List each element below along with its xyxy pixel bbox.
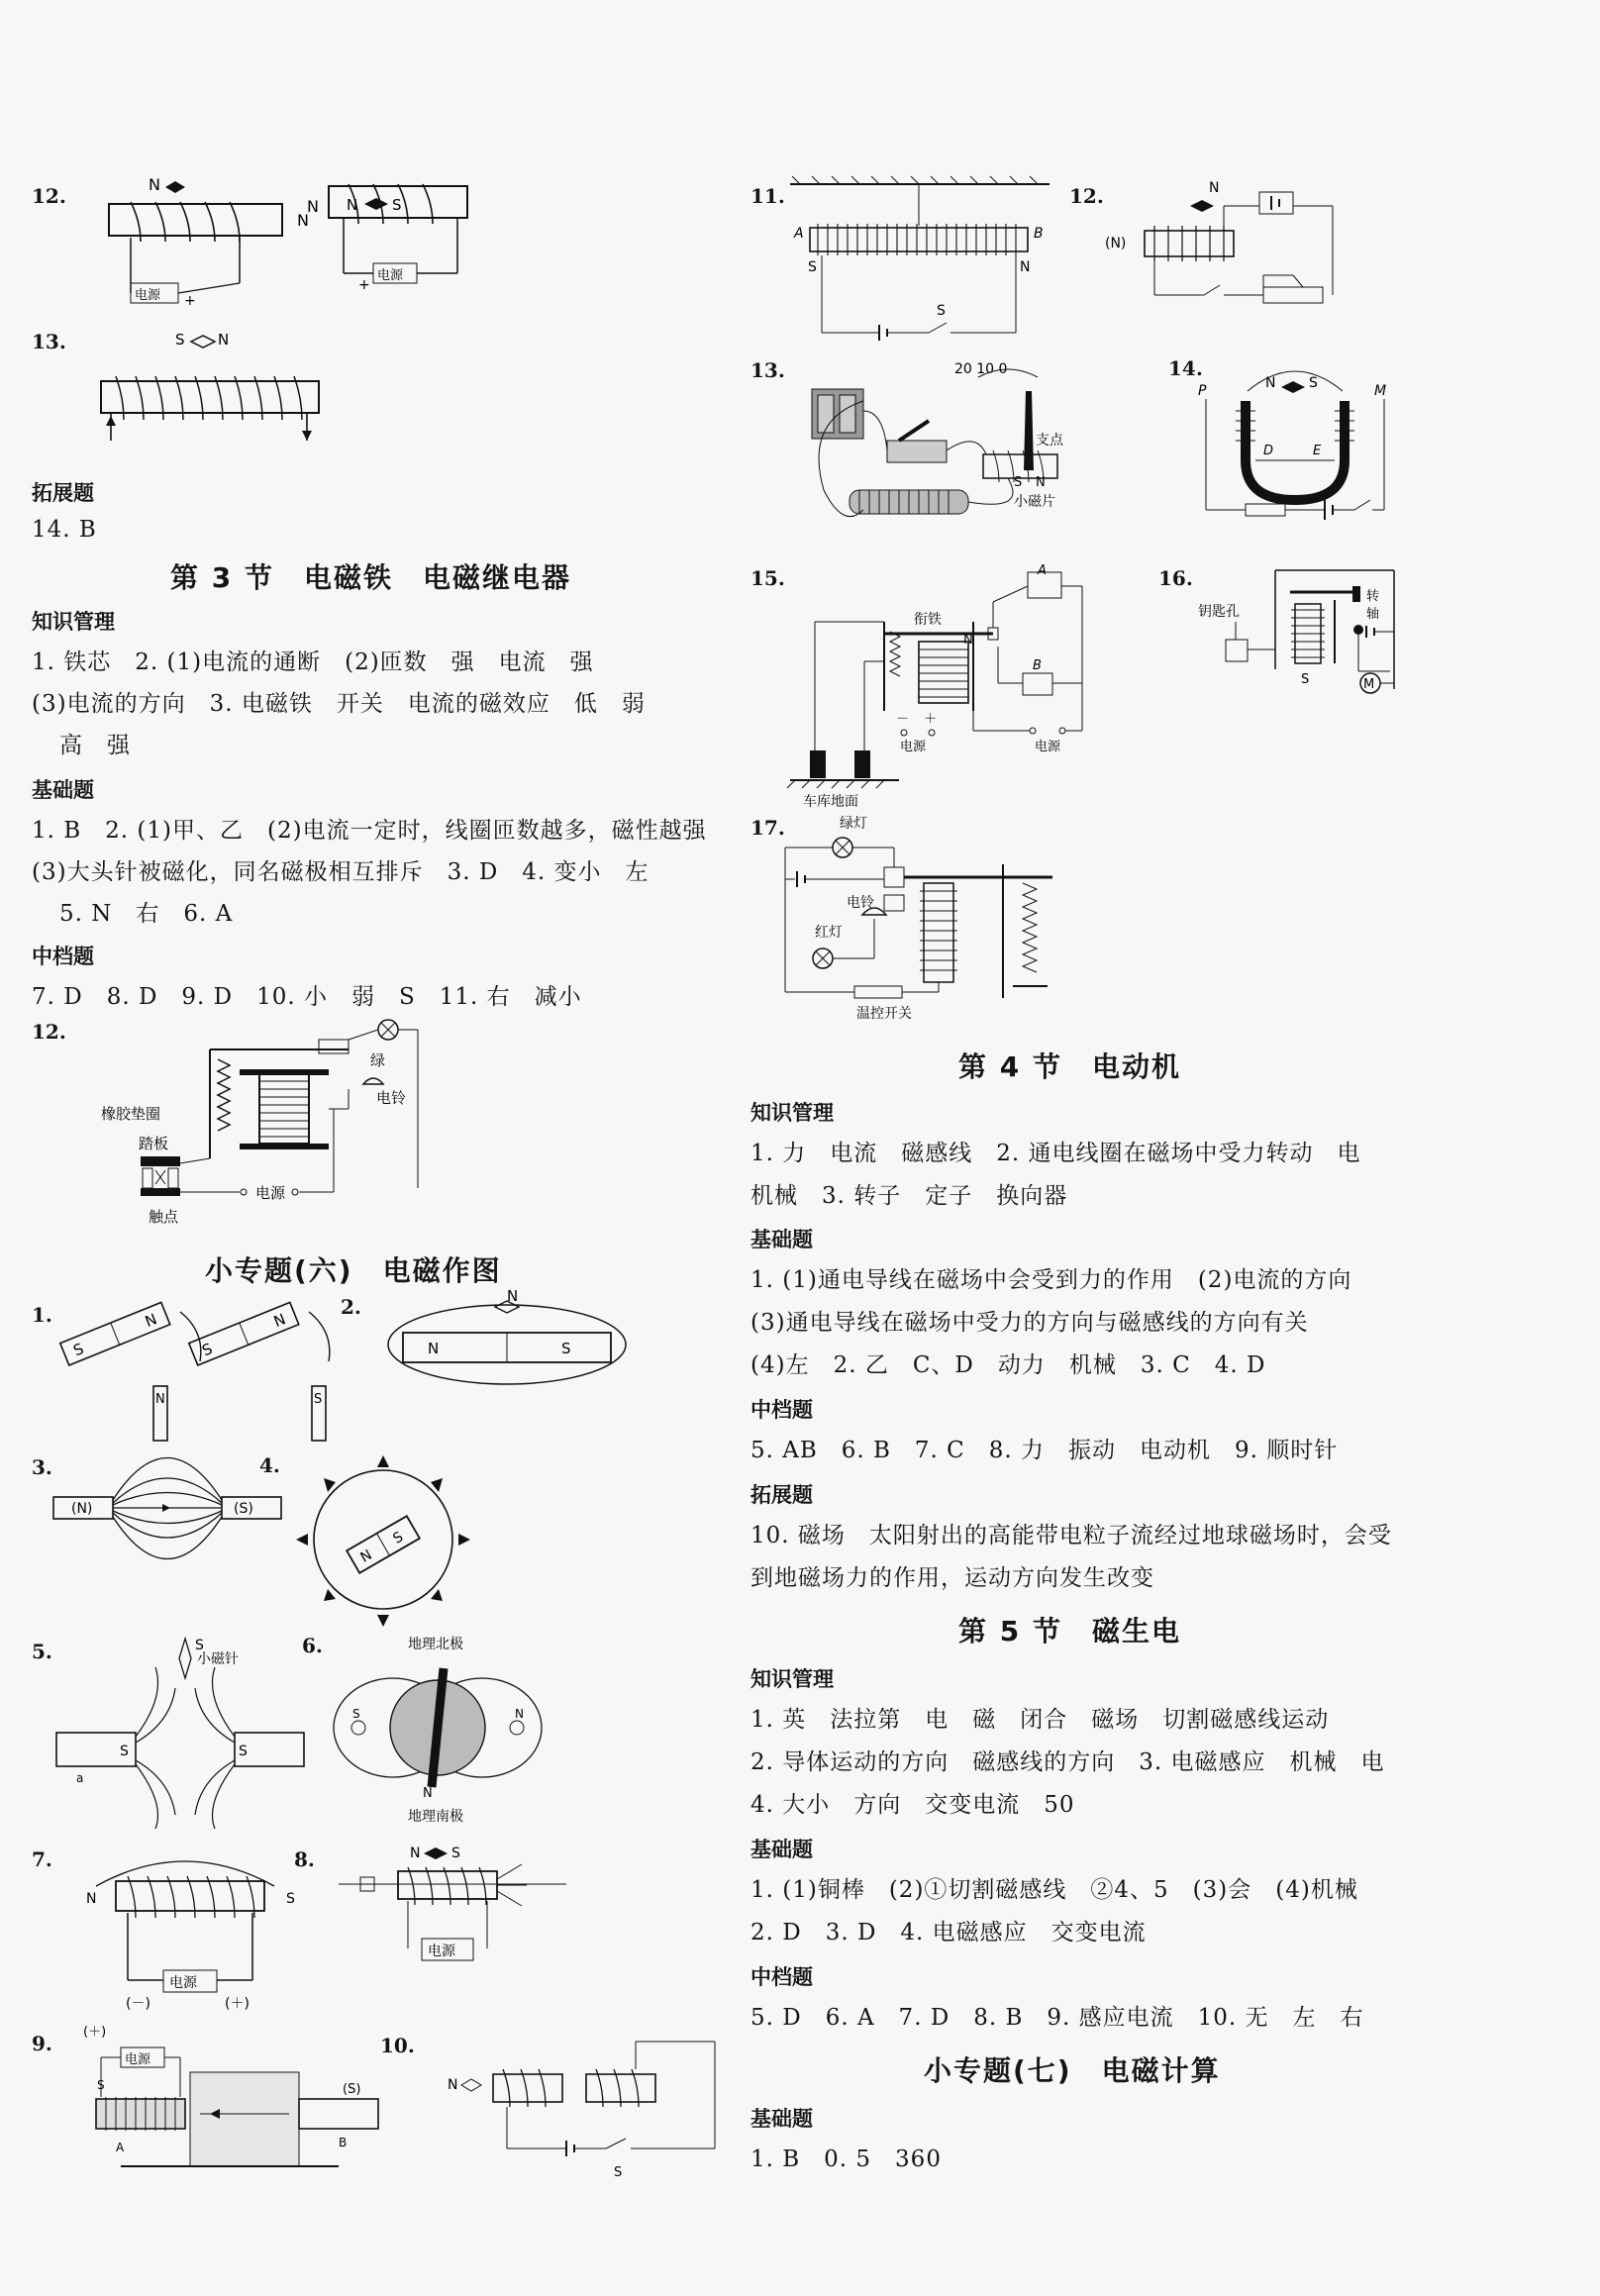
- fig5-opposite-poles-field: [56, 1634, 304, 1822]
- svg-text:E: E: [1313, 444, 1322, 458]
- svg-text:B: B: [339, 2136, 348, 2149]
- fig4-compass-ring: [294, 1450, 482, 1639]
- fig7-minus-label: (－): [126, 1996, 150, 2012]
- section-4-title: 第 4 节 电动机: [958, 1050, 1181, 1083]
- fig13-solenoid: [71, 327, 339, 446]
- svg-text:N: N: [155, 1392, 165, 1407]
- fig12b-relay-diagram: [61, 1020, 438, 1248]
- fig15-power-label-2: 电源: [1035, 740, 1061, 754]
- fig17-bell-label: 电铃: [847, 895, 874, 911]
- fig13-number: 13.: [32, 330, 66, 353]
- section-5-title: 第 5 节 磁生电: [958, 1615, 1181, 1647]
- svg-text:S: S: [808, 259, 817, 275]
- svg-text:N: N: [142, 1310, 160, 1332]
- fig14-number: 14.: [1168, 356, 1203, 380]
- fig1-bar-magnets: [51, 1292, 349, 1441]
- fig11-number: 11.: [750, 184, 785, 208]
- s4-zhongdang-heading: 中档题: [750, 1398, 813, 1422]
- svg-text:P: P: [1198, 383, 1207, 399]
- svg-text:S: S: [97, 2078, 105, 2092]
- fig17-number: 17.: [750, 816, 785, 840]
- fig8-power-label: 电源: [428, 1944, 455, 1959]
- fig2-bar-magnet-field: [358, 1285, 626, 1394]
- s5-zhongdang-line-1: 5. D 6. A 7. D 8. B 9. 感应电流 10. 无 左 右: [750, 2005, 1364, 2031]
- fig5-needle-label: 小磁针: [197, 1651, 239, 1667]
- jichu-line-3: 5. N 右 6. A: [59, 901, 234, 927]
- fig13r-number: 13.: [750, 358, 785, 382]
- fig12b-bell-label: 电铃: [376, 1089, 407, 1107]
- fig7-plus-label: (＋): [225, 1996, 250, 2012]
- svg-text:M: M: [1363, 677, 1375, 692]
- svg-text:N: N: [270, 1310, 289, 1332]
- fig6-earth-magnetic-field: [329, 1629, 547, 1827]
- fig15-armature-label: 衔铁: [914, 612, 942, 628]
- fig1-number: 1.: [32, 1303, 52, 1327]
- svg-text:N: N: [149, 175, 160, 194]
- s4-jichu-line-3: (4)左 2. 乙 C、D 动力 机械 3. C 4. D: [750, 1352, 1266, 1378]
- s5-jichu-line-2: 2. D 3. D 4. 电磁感应 交变电流: [750, 1920, 1147, 1946]
- fig12-number: 12.: [32, 184, 66, 208]
- s5-jichu-line-1: 1. (1)铜棒 (2)①切割磁感线 ②4、5 (3)会 (4)机械: [750, 1877, 1358, 1903]
- zhongdang-line-1: 7. D 8. D 9. D 10. 小 弱 S 11. 右 减小: [32, 984, 582, 1010]
- topic-7-title: 小专题(七) 电磁计算: [924, 2054, 1221, 2087]
- fig5-number: 5.: [32, 1640, 52, 1663]
- svg-text:S: S: [392, 196, 402, 214]
- s4-jichu-line-2: (3)通电导线在磁场中受力的方向与磁感线的方向有关: [750, 1310, 1309, 1336]
- fig6-south-label: 地理南极: [408, 1809, 463, 1825]
- svg-text:B: B: [1033, 658, 1042, 673]
- svg-text:S: S: [390, 1529, 407, 1547]
- fig6-number: 6.: [302, 1634, 323, 1657]
- svg-text:电源: 电源: [135, 288, 161, 303]
- svg-text:S: S: [352, 1707, 360, 1721]
- fig12b-pedal-label: 踏板: [139, 1135, 169, 1152]
- fig12b-number: 12.: [32, 1020, 66, 1044]
- topic-6-title: 小专题(六) 电磁作图: [205, 1254, 502, 1287]
- fig12b-power-label: 电源: [255, 1184, 286, 1202]
- fig13r-scale-label: 20 10 0: [954, 361, 1008, 377]
- svg-text:S: S: [175, 331, 185, 349]
- s4-jichu-line-1: 1. (1)通电导线在磁场中会受到力的作用 (2)电流的方向: [750, 1267, 1352, 1293]
- zhishi-line-1: 1. 铁芯 2. (1)电流的通断 (2)匝数 强 电流 强: [32, 649, 594, 675]
- svg-text:N: N: [507, 1287, 519, 1305]
- fig10-two-solenoids: [408, 2020, 735, 2183]
- svg-text:N: N: [963, 633, 973, 648]
- fig17-switch-label: 温控开关: [856, 1006, 912, 1022]
- fig16-number: 16.: [1158, 566, 1193, 590]
- fig13r-circuit-pointer: [790, 351, 1117, 549]
- fig12r-solenoid-rheostat: [1095, 176, 1352, 315]
- s4-tuozhan-heading: 拓展题: [750, 1483, 813, 1507]
- svg-text:N: N: [347, 196, 358, 214]
- s4-zhongdang-line-1: 5. AB 6. B 7. C 8. 力 振动 电动机 9. 顺时针: [750, 1438, 1339, 1463]
- svg-text:N: N: [423, 1786, 433, 1801]
- svg-text:S: S: [199, 1340, 216, 1360]
- fig8-number: 8.: [294, 1847, 315, 1871]
- svg-text:S: S: [451, 1846, 460, 1861]
- svg-text:a: a: [76, 1771, 84, 1785]
- svg-text:S: S: [239, 1744, 248, 1759]
- svg-text:S: S: [937, 303, 946, 319]
- s4-zhishi-line-1: 1. 力 电流 磁感线 2. 通电线圈在磁场中受力转动 电: [750, 1141, 1361, 1166]
- svg-text:(S): (S): [343, 2082, 361, 2097]
- svg-text:S: S: [614, 2165, 623, 2180]
- svg-text:N: N: [1020, 259, 1031, 275]
- fig12b-green-label: 绿: [370, 1051, 386, 1069]
- svg-text:B: B: [1034, 226, 1044, 242]
- fig8-solenoid-circuit: [319, 1840, 586, 1998]
- fig3-number: 3.: [32, 1455, 52, 1479]
- svg-text:N: N: [410, 1846, 421, 1861]
- svg-text:N: N: [86, 1891, 97, 1907]
- jichu-line-2: (3)大头针被磁化，同名磁极相互排斥 3. D 4. 变小 左: [32, 859, 650, 885]
- fig14-u-magnet-circuit: [1196, 351, 1394, 530]
- svg-text:S: S: [1309, 375, 1318, 391]
- fig4-number: 4.: [259, 1453, 280, 1477]
- fig12b-rubber-label: 橡胶垫圈: [101, 1105, 161, 1123]
- jichu-line-1: 1. B 2. (1)甲、乙 (2)电流一定时，线圈匝数越多，磁性越强: [32, 818, 707, 844]
- answer-14: 14. B: [32, 517, 97, 543]
- fig9-plus-label: (＋): [83, 2025, 107, 2040]
- svg-text:A: A: [1038, 563, 1047, 578]
- fig16-car-key-relay: [1196, 560, 1414, 709]
- svg-text:(N): (N): [1105, 236, 1127, 251]
- svg-text:N: N: [1265, 375, 1276, 391]
- svg-text:N: N: [515, 1707, 524, 1721]
- fig15-number: 15.: [750, 566, 785, 590]
- fig17-red-label: 红灯: [815, 925, 843, 941]
- fig12-solenoid-diagrams: [71, 174, 507, 313]
- svg-text:N: N: [1036, 475, 1046, 490]
- svg-text:M: M: [1374, 383, 1387, 399]
- s4-tuozhan-line-1: 10. 磁场 太阳射出的高能带电粒子流经过地球磁场时，会受: [750, 1523, 1392, 1548]
- zhishi-heading: 知识管理: [32, 610, 115, 634]
- fig17-temperature-alarm: [775, 810, 1072, 1028]
- svg-text:N: N: [1209, 180, 1220, 196]
- svg-text:N: N: [307, 197, 319, 216]
- svg-text:S: S: [561, 1340, 571, 1357]
- s5-zhongdang-heading: 中档题: [750, 1965, 813, 1989]
- fig15-ground-label: 车库地面: [803, 794, 858, 810]
- svg-text:(N): (N): [71, 1501, 93, 1517]
- fig13r-magnet-label: 小磁片: [1014, 494, 1055, 510]
- fig16-axis-label-2: 轴: [1366, 607, 1380, 622]
- svg-text:N: N: [297, 211, 309, 230]
- s5-jichu-heading: 基础题: [750, 1838, 813, 1861]
- s4-tuozhan-line-2: 到地磁场力的作用，运动方向发生改变: [750, 1565, 1154, 1591]
- t7-jichu-heading: 基础题: [750, 2107, 813, 2131]
- zhishi-line-2: (3)电流的方向 3. 电磁铁 开关 电流的磁效应 低 弱: [32, 691, 646, 717]
- svg-text:N: N: [428, 1340, 440, 1357]
- svg-text:A: A: [116, 2141, 125, 2154]
- jichu-heading: 基础题: [32, 778, 94, 802]
- fig7-power-label: 电源: [169, 1975, 197, 1991]
- fig9-number: 9.: [32, 2032, 52, 2055]
- fig15-garage-relay: [775, 562, 1102, 810]
- fig3-magnet-field-lines: [53, 1446, 281, 1564]
- t7-jichu-line-1: 1. B 0. 5 360: [750, 2146, 942, 2172]
- svg-text:S: S: [120, 1744, 129, 1759]
- s4-zhishi-line-2: 机械 3. 转子 定子 换向器: [750, 1183, 1068, 1209]
- fig6-north-label: 地理北极: [408, 1637, 463, 1652]
- fig15-power-label-1: 电源: [900, 740, 927, 754]
- svg-text:N: N: [357, 1547, 375, 1566]
- svg-text:(S): (S): [234, 1501, 253, 1517]
- s5-zhishi-line-2: 2. 导体运动的方向 磁感线的方向 3. 电磁感应 机械 电: [750, 1749, 1385, 1775]
- fig9-solenoid-magnet: [61, 2018, 378, 2186]
- svg-text:S: S: [70, 1340, 87, 1360]
- section-3-title: 第 3 节 电磁铁 电磁继电器: [170, 561, 571, 594]
- fig2-number: 2.: [341, 1295, 361, 1319]
- svg-text:+: +: [184, 293, 196, 309]
- fig12b-contact-label: 触点: [149, 1208, 179, 1226]
- zhishi-line-3: 高 强: [59, 733, 131, 758]
- svg-text:D: D: [1263, 444, 1274, 458]
- s4-jichu-heading: 基础题: [750, 1228, 813, 1251]
- fig7-solenoid-circuit: [56, 1842, 314, 2030]
- fig16-axis-label-1: 转: [1366, 589, 1380, 604]
- svg-text:S: S: [314, 1392, 323, 1407]
- svg-text:S: S: [195, 1638, 204, 1653]
- fig17-green-label: 绿灯: [840, 816, 867, 832]
- svg-text:S: S: [286, 1891, 295, 1907]
- fig9-power-label: 电源: [125, 2052, 151, 2067]
- svg-text:S: S: [1301, 672, 1310, 687]
- zhongdang-heading: 中档题: [32, 945, 94, 968]
- svg-text:电源: 电源: [377, 268, 404, 283]
- s4-zhishi-heading: 知识管理: [750, 1101, 834, 1125]
- svg-text:－: －: [896, 712, 910, 727]
- fig12r-number: 12.: [1069, 184, 1104, 208]
- svg-text:A: A: [794, 226, 804, 242]
- svg-text:N: N: [448, 2077, 458, 2093]
- s5-zhishi-heading: 知识管理: [750, 1667, 834, 1691]
- svg-text:＋: ＋: [924, 712, 938, 727]
- svg-text:S: S: [1014, 475, 1023, 490]
- fig13r-pivot-label: 支点: [1036, 433, 1063, 449]
- svg-text:N: N: [218, 331, 230, 349]
- s5-zhishi-line-1: 1. 英 法拉第 电 磁 闭合 磁场 切割磁感线运动: [750, 1707, 1330, 1733]
- fig16-keyhole-label: 钥匙孔: [1198, 604, 1240, 620]
- fig7-number: 7.: [32, 1847, 52, 1871]
- fig11-hanging-solenoid: [790, 176, 1057, 354]
- s5-zhishi-line-3: 4. 大小 方向 交变电流 50: [750, 1792, 1075, 1818]
- tuozhan-heading: 拓展题: [32, 481, 94, 505]
- fig10-number: 10.: [380, 2034, 415, 2057]
- svg-text:+: +: [358, 277, 370, 293]
